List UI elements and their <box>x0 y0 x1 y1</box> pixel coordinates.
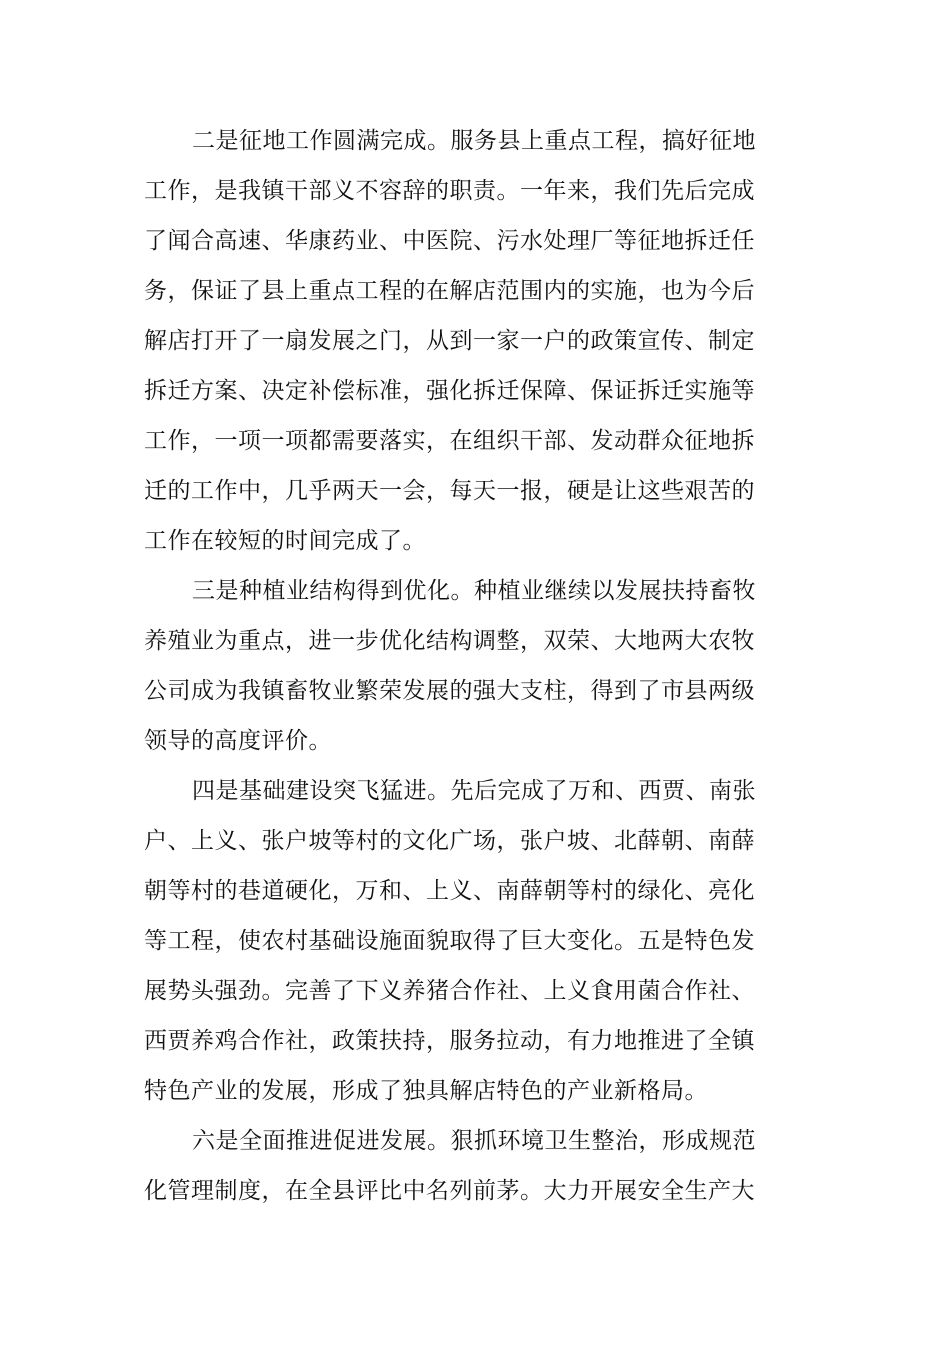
text-line: 工作在较短的时间完成了。 <box>144 528 426 554</box>
paragraph-comprehensive-development <box>144 1116 756 1216</box>
paragraph-land-acquisition <box>144 116 756 566</box>
text-line: 领导的高度评价。 <box>144 728 332 754</box>
text-line: 展势头强劲。完善了下义养猪合作社、上义食用菌合作社、 <box>144 978 755 1004</box>
text-line: 朝等村的巷道硬化，万和、上义、南薛朝等村的绿化、亮化 <box>144 878 755 904</box>
text-line: 拆迁方案、决定补偿标准，强化拆迁保障、保证拆迁实施等 <box>144 378 755 404</box>
text-line: 了闻合高速、华康药业、中医院、污水处理厂等征地拆迁任 <box>144 228 755 254</box>
paragraph-infrastructure <box>144 766 756 1116</box>
text-line: 工作，一项一项都需要落实，在组织干部、发动群众征地拆 <box>144 428 755 454</box>
text-line: 西贾养鸡合作社，政策扶持，服务拉动，有力地推进了全镇 <box>144 1028 755 1054</box>
text-line: 化管理制度，在全县评比中名列前茅。大力开展安全生产大 <box>144 1178 755 1204</box>
text-line: 工作，是我镇干部义不容辞的职责。一年来，我们先后完成 <box>144 178 755 204</box>
text-line: 公司成为我镇畜牧业繁荣发展的强大支柱，得到了市县两级 <box>144 678 755 704</box>
text-line: 务，保证了县上重点工程的在解店范围内的实施，也为今后 <box>144 278 755 304</box>
text-line: 户、上义、张户坡等村的文化广场，张户坡、北薛朝、南薛 <box>144 828 755 854</box>
text-line: 二是征地工作圆满完成。服务县上重点工程，搞好征地 <box>192 128 756 154</box>
text-line: 六是全面推进促进发展。狠抓环境卫生整治，形成规范 <box>192 1128 756 1154</box>
text-line: 三是种植业结构得到优化。种植业继续以发展扶持畜牧 <box>192 578 756 604</box>
text-line: 养殖业为重点，进一步优化结构调整，双荣、大地两大农牧 <box>144 628 755 654</box>
text-line: 等工程，使农村基础设施面貌取得了巨大变化。五是特色发 <box>144 928 755 954</box>
text-line: 迁的工作中，几乎两天一会，每天一报，硬是让这些艰苦的 <box>144 478 755 504</box>
text-line: 解店打开了一扇发展之门，从到一家一户的政策宣传、制定 <box>144 328 755 354</box>
text-line: 特色产业的发展，形成了独具解店特色的产业新格局。 <box>144 1078 708 1104</box>
document-body <box>144 116 756 1216</box>
text-line: 四是基础建设突飞猛进。先后完成了万和、西贾、南张 <box>192 778 756 804</box>
paragraph-planting-structure <box>144 566 756 766</box>
